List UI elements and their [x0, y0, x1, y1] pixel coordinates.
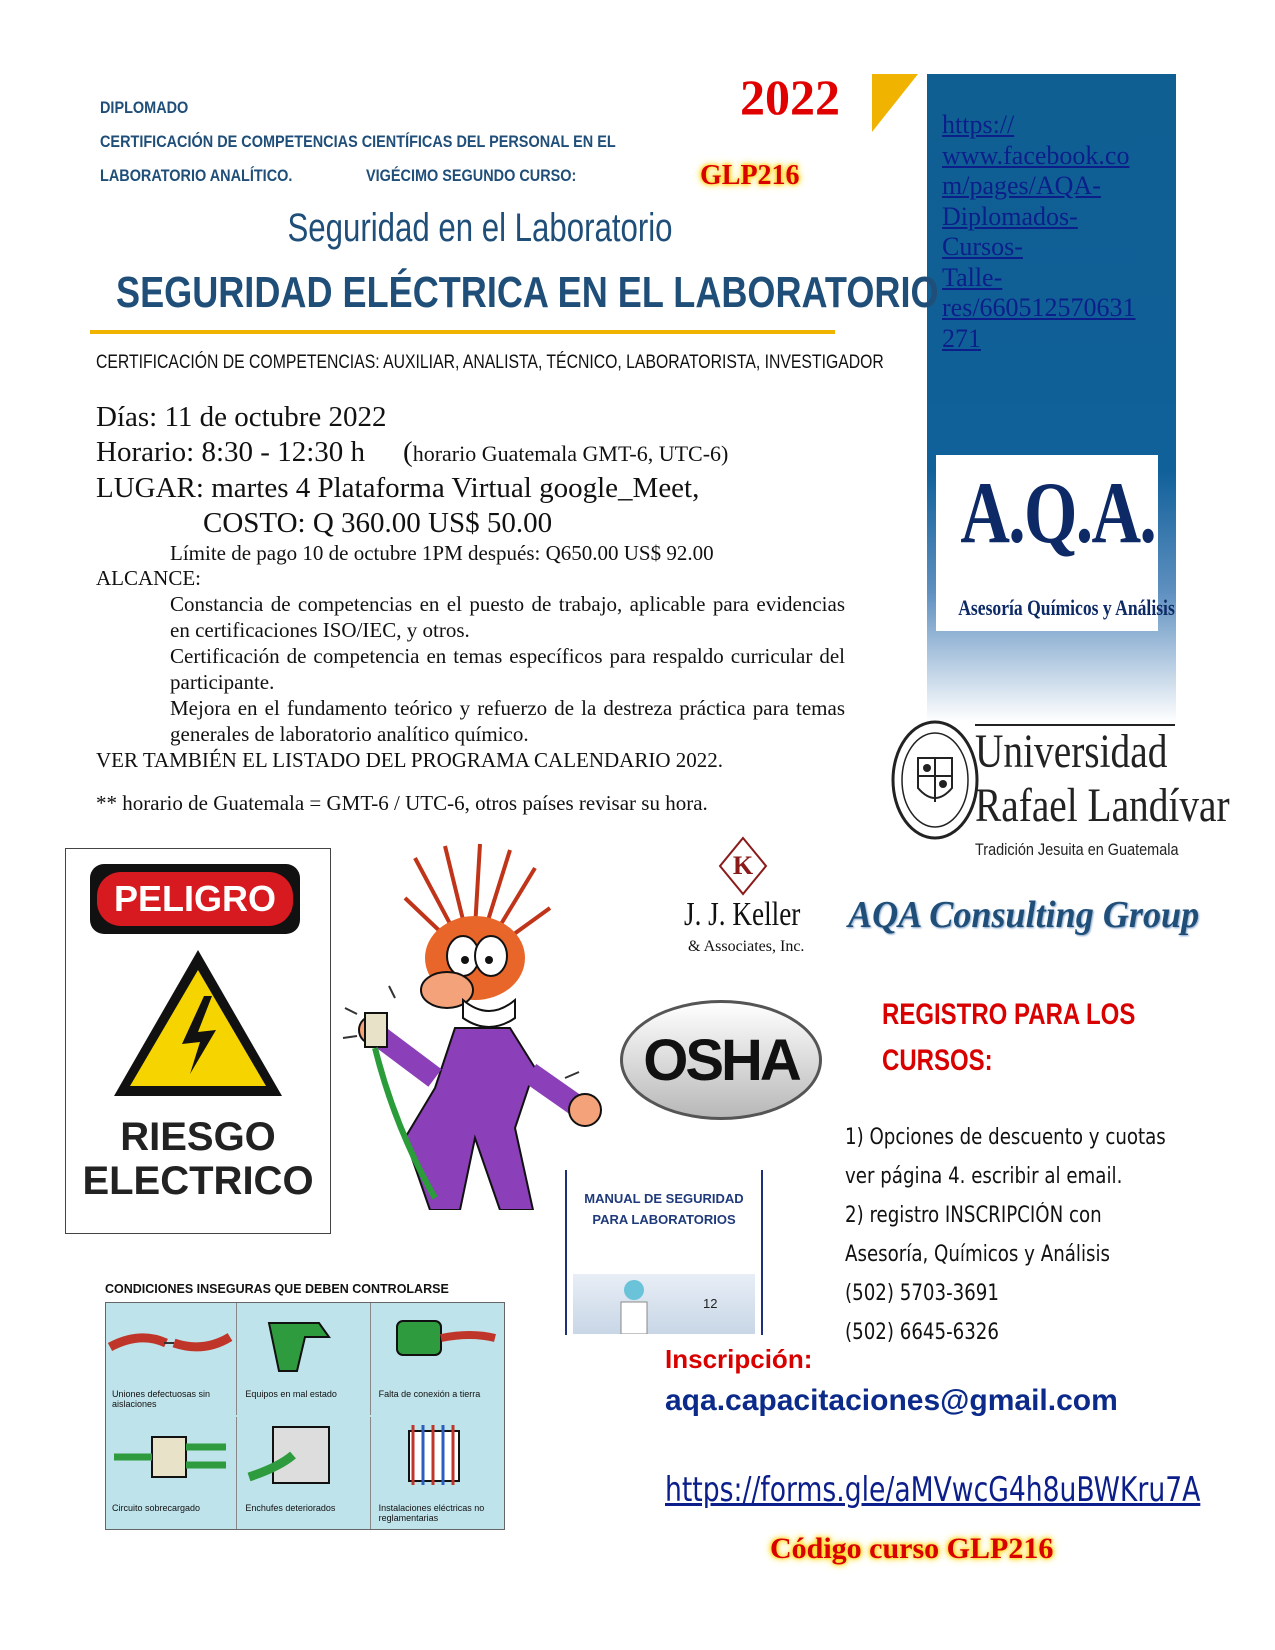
condition-label: Circuito sobrecargado	[112, 1503, 201, 1513]
alcance-item: Constancia de competencias en el puesto de trabajo, aplicable para evidencias en certificaciones ISO/IEC, y otros.	[170, 592, 845, 642]
nota-horario: ** horario de Guatemala = GMT-6 / UTC-6, otros países revisar su hora.	[96, 791, 708, 815]
lab-worker-icon	[609, 1276, 659, 1334]
keller-sub: & Associates, Inc.	[688, 938, 805, 955]
course-main-title: SEGURIDAD ELÉCTRICA EN EL LABORATORIO	[116, 268, 939, 317]
conditions-title: CONDICIONES INSEGURAS QUE DEBEN CONTROLARSE	[105, 1282, 449, 1296]
condition-cell	[373, 1417, 504, 1529]
registration-form-link[interactable]: https://forms.gle/aMVwcG4h8uBWKru7A	[665, 1470, 1201, 1510]
aqa-logo-caption: Asesoría Químicos y Análisis	[958, 595, 1175, 620]
alcance-item: Mejora en el fundamento teórico y refuerzo de la destreza práctica para temas generales de laboratorio analítico químico.	[170, 696, 845, 746]
horario-line	[96, 435, 728, 471]
registro-line: 1) Opciones de descuento y cuotas	[845, 1125, 1166, 1150]
peligro-banner	[90, 864, 300, 934]
damaged-drill-icon	[239, 1303, 367, 1381]
overloaded-circuit-icon	[106, 1417, 234, 1495]
electrico-text: ELECTRICO	[82, 1159, 314, 1203]
condition-label: Equipos en mal estado	[245, 1389, 337, 1399]
aqa-logo	[936, 455, 1175, 631]
subtitle-wrap	[90, 206, 870, 251]
condition-cell	[373, 1303, 504, 1415]
registro-phone: (502) 5703-3691	[845, 1281, 999, 1306]
course-code-badge: GLP216	[700, 160, 800, 191]
lugar-line: LUGAR: martes 4 Plataforma Virtual google_Meet,	[96, 472, 700, 504]
manual-image	[573, 1274, 755, 1334]
inscripcion-label: Inscripción:	[665, 1344, 813, 1374]
url-tagline: Tradición Jesuita en Guatemala	[975, 840, 1179, 859]
manual-page-number: 12	[703, 1296, 718, 1311]
riesgo-text: RIESGO	[120, 1115, 276, 1159]
dias-line: Días: 11 de octubre 2022	[96, 401, 387, 433]
osha-text: OSHA	[643, 1028, 799, 1093]
registro-title-2: CURSOS:	[882, 1044, 993, 1077]
alcance-label: ALCANCE:	[96, 566, 201, 590]
condition-cell	[106, 1303, 237, 1415]
codigo-curso: Código curso GLP216	[770, 1532, 1054, 1565]
inscripcion-email[interactable]: aqa.capacitaciones@gmail.com	[665, 1384, 1118, 1417]
no-ground-plug-icon	[373, 1303, 501, 1381]
year-label: 2022	[740, 69, 840, 125]
peligro-sign	[65, 848, 331, 1234]
condition-label: Instalaciones eléctricas no reglamentarias	[378, 1503, 485, 1523]
manual-title: MANUAL DE SEGURIDAD PARA LABORATORIOS	[584, 1191, 744, 1227]
condition-label: Uniones defectuosas sin aislaciones	[112, 1389, 211, 1409]
horario-note: horario Guatemala GMT-6, UTC-6)	[412, 441, 729, 466]
horario-label: Horario: 8:30 - 12:30 h	[96, 436, 366, 468]
horario-paren: (	[403, 436, 413, 468]
condition-label: Enchufes deteriorados	[245, 1503, 336, 1513]
broken-wire-icon	[106, 1303, 234, 1381]
condition-label: Falta de conexión a tierra	[378, 1389, 481, 1399]
svg-text:K: K	[732, 851, 754, 880]
registro-lines	[845, 1118, 1194, 1352]
header-line-2: CERTIFICACIÓN DE COMPETENCIAS CIENTÍFICAS DEL PERSONAL EN EL	[100, 132, 616, 151]
url-name-1: Universidad	[975, 725, 1168, 778]
competencies-line: CERTIFICACIÓN DE COMPETENCIAS: AUXILIAR, ANALISTA, TÉCNICO, LABORATORISTA, INVESTIGADOR	[96, 352, 884, 373]
osha-logo	[620, 1000, 822, 1120]
conditions-diagram	[105, 1282, 505, 1530]
course-subtitle: Seguridad en el Laboratorio	[287, 206, 673, 250]
costo-line: COSTO: Q 360.00 US$ 50.00	[203, 507, 553, 539]
peligro-text: PELIGRO	[97, 872, 293, 926]
registro-line: ver página 4. escribir al email.	[845, 1164, 1123, 1189]
keller-name: J. J. Keller	[684, 896, 801, 933]
gold-corner-triangle	[872, 74, 918, 132]
electric-hazard-icon	[108, 944, 288, 1104]
condition-cell	[239, 1417, 370, 1529]
ver-tambien-line: VER TAMBIÉN EL LISTADO DEL PROGRAMA CALENDARIO 2022.	[96, 748, 724, 772]
url-name-2: Rafael Landívar	[975, 779, 1230, 832]
registro-phone: (502) 6645-6326	[845, 1320, 999, 1345]
damaged-socket-icon	[239, 1417, 367, 1495]
conditions-grid	[105, 1302, 505, 1530]
aqa-consulting-group: AQA Consulting Group	[848, 894, 1200, 936]
diplomado-label: DIPLOMADO	[100, 98, 189, 117]
url-seal-icon	[890, 718, 980, 842]
bad-installation-icon	[373, 1417, 501, 1495]
condition-cell	[239, 1303, 370, 1415]
electrocuted-cartoon-icon	[335, 838, 615, 1210]
registro-line: 2) registro INSCRIPCIÓN con	[845, 1203, 1102, 1228]
aqa-logo-letters: A.Q.A.	[960, 465, 1156, 562]
condition-cell	[106, 1417, 237, 1529]
manual-cover	[565, 1170, 763, 1335]
alcance-item: Certificación de competencia en temas específicos para respaldo curricular del participante.	[170, 644, 845, 694]
keller-diamond-icon	[718, 836, 768, 896]
header-line-3a: LABORATORIO ANALÍTICO.	[100, 166, 293, 185]
gold-divider	[90, 330, 835, 334]
registro-line: Asesoría, Químicos y Análisis	[845, 1242, 1111, 1267]
facebook-link[interactable]: https:// www.facebook.co m/pages/AQA- Diplomados- Cursos- Talle- res/660512570631 271	[942, 110, 1136, 353]
header-line-3b: VIGÉCIMO SEGUNDO CURSO:	[366, 166, 577, 185]
registro-title-1: REGISTRO PARA LOS	[882, 998, 1136, 1031]
limite-line: Límite de pago 10 de octubre 1PM después: Q650.00 US$ 92.00	[170, 541, 714, 565]
